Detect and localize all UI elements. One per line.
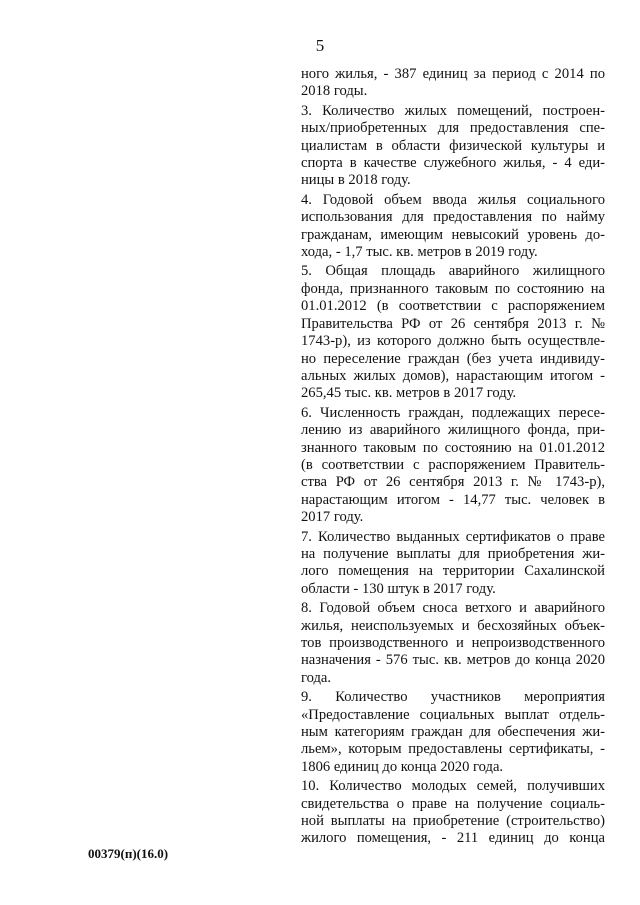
text-line: 2018 годы. <box>301 83 368 100</box>
text-line: 2017 году. <box>301 509 364 526</box>
paragraph <box>301 778 605 848</box>
text-line: 4. Годовой объем ввода жилья социального <box>301 191 605 208</box>
text-line: 3. Количество жилых помещений, построен- <box>301 102 605 119</box>
text-line: гражданам, имеющим невысокий уровень до- <box>301 226 605 243</box>
text-line: 9. Количество участников мероприятия <box>301 689 605 706</box>
text-line: альных жилых домов), нарастающим итогом - <box>301 367 605 384</box>
text-line: хода, - 1,7 тыс. кв. метров в 2019 году. <box>301 244 538 261</box>
paragraph <box>301 263 605 402</box>
text-line: 1806 единиц до конца 2020 года. <box>301 758 504 775</box>
text-line: 1743-р), из которого должно быть осуществле- <box>301 333 605 350</box>
text-line: жилья, неиспользуемых и бесхозяйных объек- <box>301 617 605 634</box>
text-line: ным категориям граждан для обеспечения жи- <box>301 724 605 741</box>
text-line: 8. Годовой объем сноса ветхого и аварийного <box>301 600 605 617</box>
text-line: области - 130 штук в 2017 году. <box>301 580 496 597</box>
text-line: назначения - 576 тыс. кв. метров до конца 2020 <box>301 652 605 669</box>
text-line: ной выплаты на приобретение (строительство) <box>301 813 605 830</box>
paragraph <box>301 66 605 101</box>
text-line: нарастающим итогом - 14,77 тыс. человек в <box>301 491 605 508</box>
text-line: лого помещения на территории Сахалинской <box>301 563 605 580</box>
text-line: циалистам в области физической культуры и <box>301 137 605 154</box>
paragraph <box>301 103 605 190</box>
paragraph <box>301 405 605 527</box>
text-line: тов производственного и непроизводственного <box>301 635 605 651</box>
text-line: 6. Численность граждан, подлежащих пересе- <box>301 404 605 421</box>
text-line: ного жилья, - 387 единиц за период с 2014 по <box>301 66 605 82</box>
text-line: льем», которым предоставлены сертификаты, - <box>301 741 605 758</box>
text-line: ницы в 2018 году. <box>301 172 411 189</box>
text-line: на получение выплаты для приобретения жи- <box>301 545 605 562</box>
document-text-column <box>301 66 605 848</box>
text-line: 7. Количество выданных сертификатов о праве <box>301 528 605 545</box>
text-line: 10. Количество молодых семей, получивших <box>301 778 605 795</box>
text-line: лению из аварийного жилищного фонда, при- <box>301 422 605 439</box>
text-line: (в соответствии с распоряжением Правитель- <box>301 456 605 473</box>
text-line: ства РФ от 26 сентября 2013 г. № 1743-р), <box>301 474 605 491</box>
text-line: 5. Общая площадь аварийного жилищного <box>301 263 605 280</box>
text-line: ных/приобретенных для предоставления спе- <box>301 120 605 137</box>
paragraph <box>301 192 605 262</box>
text-line: 265,45 тыс. кв. метров в 2017 году. <box>301 385 517 402</box>
text-line: «Предоставление социальных выплат отдель- <box>301 706 605 723</box>
text-line: года. <box>301 669 332 686</box>
page-number: 5 <box>315 36 325 55</box>
text-line: знанного таковым по состоянию на 01.01.2012 <box>301 439 605 456</box>
text-line: использования для предоставления по найму <box>301 209 605 226</box>
text-line: спорта в качестве служебного жилья, - 4 еди- <box>301 155 605 172</box>
text-line: фонда, признанного таковым по состоянию на <box>301 280 605 297</box>
text-line: 01.01.2012 (в соответствии с распоряжением <box>301 298 605 315</box>
paragraph <box>301 600 605 687</box>
paragraph <box>301 529 605 599</box>
text-line: свидетельства о праве на получение социаль- <box>301 795 605 812</box>
paragraph <box>301 689 605 776</box>
text-line: жилого помещения, - 211 единиц до конца <box>301 830 605 847</box>
document-code: 00379(п)(16.0) <box>88 846 169 861</box>
text-line: Правительства РФ от 26 сентября 2013 г. № <box>301 315 605 332</box>
text-line: но переселение граждан (без учета индивиду- <box>301 350 605 367</box>
